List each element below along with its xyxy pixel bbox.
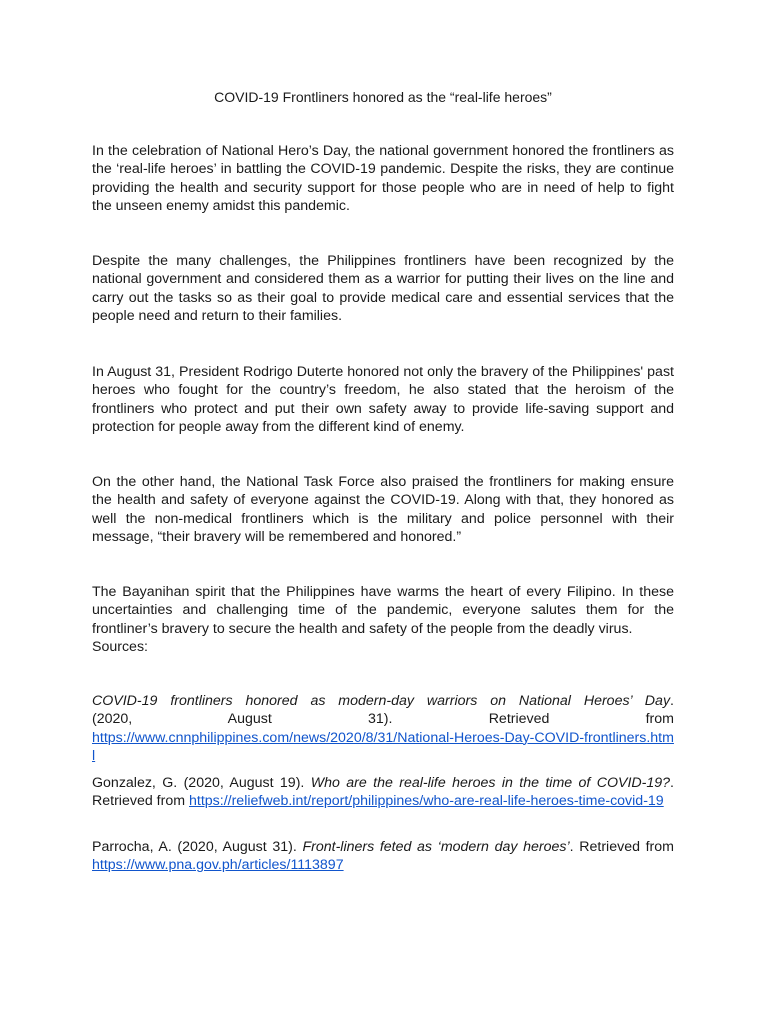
paragraph-3: In August 31, President Rodrigo Duterte honored not only the bravery of the Philippines' past heroes who fought for the country’s freedom, he also stated that the heroism of the frontliners who protect and put their own safety away to provide life-saving support and protection for people away from the different kind of enemy. — [92, 364, 674, 435]
source-1-title-line — [92, 692, 674, 710]
source-1-link[interactable]: https://www.cnnphilippines.com/news/2020/8/31/National-Heroes-Day-COVID-frontliners.html — [92, 729, 674, 764]
source-3-title: Front-liners feted as ‘modern day heroes’ — [302, 839, 570, 855]
source-1-date-line — [92, 710, 674, 728]
source-1-title-end: . — [670, 693, 674, 709]
source-entry-1 — [92, 692, 674, 765]
paragraph-4: On the other hand, the National Task Force also praised the frontliners for making ensure the health and safety of everyone against the COVID-19. Along with that, they honored as well the non-medical frontliners which is the military and police personnel with their message, “their bravery will be remembered and honored.” — [92, 474, 674, 545]
sources-heading: Sources: — [92, 639, 148, 655]
source-entry-3 — [92, 838, 674, 875]
source-3-link[interactable]: https://www.pna.gov.ph/articles/1113897 — [92, 857, 344, 874]
source-3-title-end: . — [569, 839, 574, 855]
source-3-retrieved: Retrieved from — [579, 839, 674, 855]
source-2-retrieved: Retrieved from — [92, 793, 186, 810]
source-entry-2 — [92, 774, 674, 811]
source-1-date: (2020, August 31). — [92, 711, 393, 728]
paragraph-2: Despite the many challenges, the Philippines frontliners have been recognized by the national government and considered them as a warrior for putting their lives on the line and carry out the tasks so as their goal to provide medical care and essential services that the people need and return to their families. — [92, 253, 674, 324]
paragraph-5: The Bayanihan spirit that the Philippines have warms the heart of every Filipino. In these uncertainties and challenging time of the pandemic, everyone salutes them for the frontliner’s bravery to secure the health and safety of the people from the deadly virus. — [92, 584, 674, 637]
document-title: COVID-19 Frontliners honored as the “real-life heroes” — [214, 89, 552, 105]
source-2-link[interactable]: https://reliefweb.int/report/philippines/who-are-real-life-heroes-time-covid-19 — [189, 793, 664, 810]
source-2-title-end: . — [670, 775, 674, 791]
source-1-retrieved: Retrieved from — [488, 711, 674, 728]
paragraph-1: In the celebration of National Hero’s Day, the national government honored the frontliners as the ‘real-life heroes’ in battling the COVID-19 pandemic. Despite the risks, they are continue providing the health and security support for those people who are in need of help to fight the unseen enemy amidst this pandemic. — [92, 143, 674, 214]
source-2-title: Who are the real-life heroes in the time of COVID-19? — [310, 775, 671, 791]
source-2-author: Gonzalez, G. (2020, August 19). — [92, 775, 305, 791]
source-3-author: Parrocha, A. (2020, August 31). — [92, 839, 297, 855]
source-1-title: COVID-19 frontliners honored as modern-day warriors on National Heroes’ Day — [92, 693, 671, 709]
